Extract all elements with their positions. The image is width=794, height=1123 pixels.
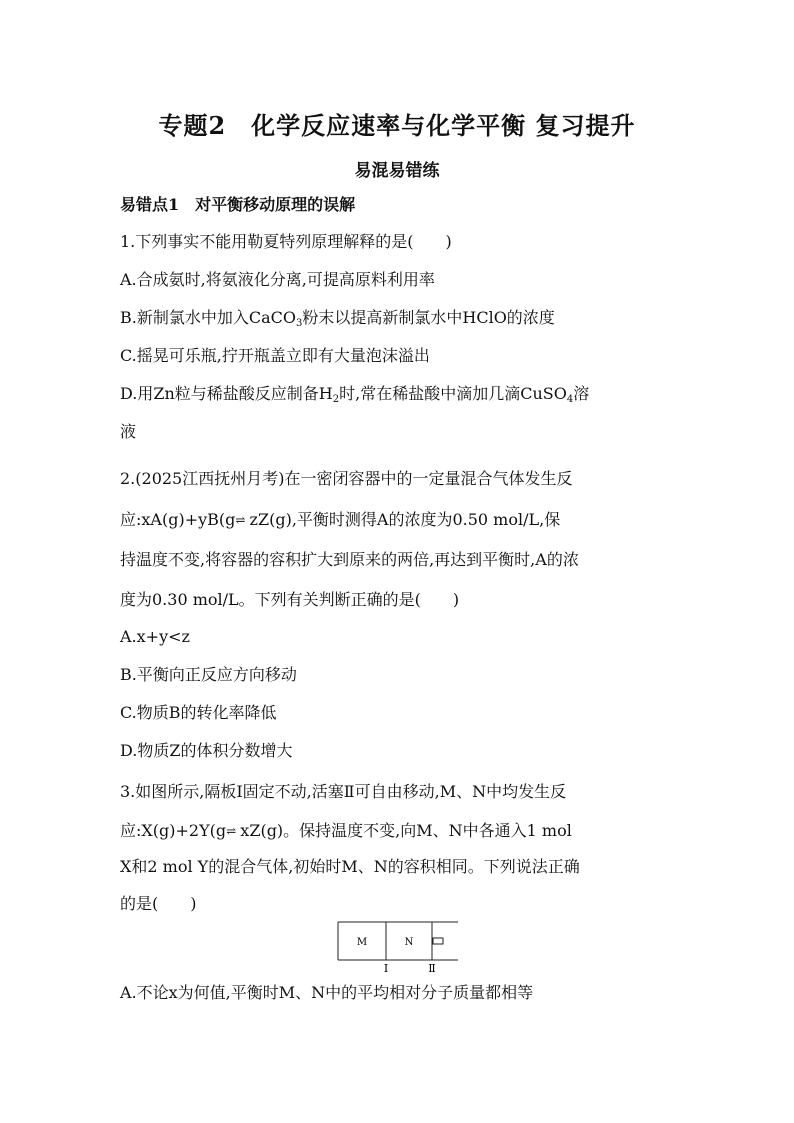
equilibrium-arrow-icon: ⇌ xyxy=(235,513,245,527)
q1-d-subscript-2: 4 xyxy=(566,394,574,405)
container-diagram xyxy=(336,920,460,974)
q2-stem-line-3: 持温度不变,将容器的容积扩大到原来的两倍,再达到平衡时,A的浓 xyxy=(120,550,579,569)
q1-b-subscript: 3 xyxy=(296,318,303,329)
page-title: 专题2 化学反应速率与化学平衡 复习提升 xyxy=(158,111,636,140)
q3-stem-line-2 xyxy=(120,820,572,842)
q2-stem-line-1: 2.(2025江西抚州月考)在一密闭容器中的一定量混合气体发生反 xyxy=(120,469,573,488)
partition-label: Ⅰ xyxy=(383,962,389,974)
q3-stem-line-1: 3.如图所示,隔板Ⅰ固定不动,活塞Ⅱ可自由移动,M、N中均发生反 xyxy=(120,782,567,801)
equilibrium-arrow-icon: ⇌ xyxy=(226,824,236,838)
q2-option-c: C.物质B的转化率降低 xyxy=(120,703,277,722)
q1-b-text-1: B.新制氯水中加入CaCO xyxy=(120,308,296,327)
q2-equation-right: zZ(g),平衡时测得A的浓度为0.50 mol/L,保 xyxy=(244,510,561,529)
chamber-m-label: M xyxy=(356,937,368,948)
page-subtitle: 易混易错练 xyxy=(354,161,440,181)
q1-b-text-2: 粉末以提高新制氯水中HClO的浓度 xyxy=(302,308,555,327)
q1-option-d xyxy=(120,383,589,411)
q2-option-a: A.x+y<z xyxy=(120,627,190,646)
piston-label: Ⅱ xyxy=(428,962,436,974)
q2-stem-line-2 xyxy=(120,509,560,531)
q1-stem: 1.下列事实不能用勒夏特列原理解释的是( ) xyxy=(120,232,452,251)
q3-equation-right: xZ(g)。保持温度不变,向M、N中各通入1 mol xyxy=(235,821,572,840)
section-heading: 易错点1 对平衡移动原理的误解 xyxy=(120,195,356,214)
q1-d-text-1: D.用Zn粒与稀盐酸反应制备H xyxy=(120,384,333,403)
chamber-n-label: N xyxy=(404,937,414,948)
q2-stem-line-4: 度为0.30 mol/L。下列有关判断正确的是( ) xyxy=(120,590,460,609)
q1-option-a: A.合成氨时,将氨液化分离,可提高原料利用率 xyxy=(120,270,435,289)
q1-option-c: C.摇晃可乐瓶,拧开瓶盖立即有大量泡沫溢出 xyxy=(120,346,430,365)
q1-option-b xyxy=(120,307,555,335)
q3-stem-line-4: 的是( ) xyxy=(120,894,197,913)
q2-equation-left: 应:xA(g)+yB(g xyxy=(120,510,236,529)
q2-option-b: B.平衡向正反应方向移动 xyxy=(120,665,297,684)
q1-option-d-continued: 液 xyxy=(120,422,137,441)
q3-stem-line-3: X和2 mol Y的混合气体,初始时M、N的容积相同。下列说法正确 xyxy=(120,857,580,876)
q3-option-a: A.不论x为何值,平衡时M、N中的平均相对分子质量都相等 xyxy=(120,983,534,1002)
q1-d-text-3: 溶 xyxy=(573,384,590,403)
piston-rod xyxy=(433,938,443,944)
q1-d-subscript-1: 2 xyxy=(332,394,340,405)
q3-equation-left: 应:X(g)+2Y(g xyxy=(120,821,227,840)
q2-option-d: D.物质Z的体积分数增大 xyxy=(120,741,293,760)
q1-d-text-2: 时,常在稀盐酸中滴加几滴CuSO xyxy=(339,384,567,403)
